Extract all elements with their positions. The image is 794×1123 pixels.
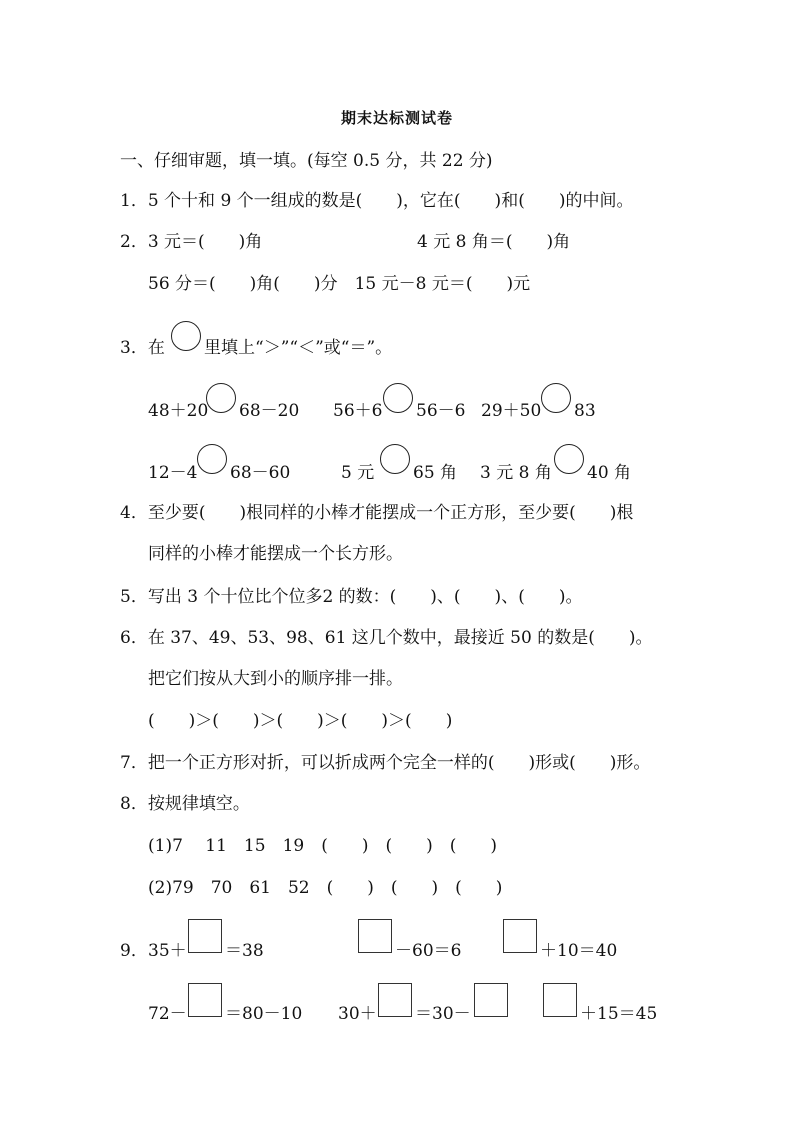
- compare-left: 3 元 8 角: [480, 463, 552, 483]
- equation-part: 35＋: [148, 941, 187, 961]
- question-2-a: 2．3 元＝( )角: [120, 232, 263, 252]
- answer-circle[interactable]: [380, 444, 410, 474]
- answer-box[interactable]: [378, 983, 412, 1017]
- equation-part: ＋15＝45: [580, 1004, 658, 1024]
- compare-right: 56－6: [416, 401, 466, 421]
- answer-box[interactable]: [358, 919, 392, 953]
- compare-left: 5 元: [341, 463, 375, 483]
- answer-box[interactable]: [188, 919, 222, 953]
- equation-part: ＝38: [225, 941, 264, 961]
- equation-part: 72－: [148, 1004, 187, 1024]
- page-title: 期末达标测试卷: [340, 109, 453, 127]
- answer-circle[interactable]: [171, 321, 201, 351]
- compare-left: 12－4: [148, 463, 198, 483]
- question-6-line-1: 6．在 37、49、53、98、61 这几个数中，最接近 50 的数是( )。: [120, 628, 653, 648]
- question-2-c: 56 分＝( )角( )分 15 元－8 元＝( )元: [148, 274, 531, 294]
- compare-left: 48＋20: [148, 401, 209, 421]
- compare-left: 29＋50: [481, 401, 542, 421]
- equation-part: ＝80－10: [225, 1004, 303, 1024]
- answer-circle[interactable]: [206, 383, 236, 413]
- compare-right: 40 角: [587, 463, 632, 483]
- compare-right: 65 角: [413, 463, 458, 483]
- question-1: 1．5 个十和 9 个一组成的数是( )，它在( )和( )的中间。: [120, 191, 634, 211]
- answer-box[interactable]: [474, 983, 508, 1017]
- equation-part: 30＋: [338, 1004, 377, 1024]
- equation-part: ＋10＝40: [540, 941, 618, 961]
- question-5: 5．写出 3 个十位比个位多2 的数：( )、( )、( )。: [120, 587, 583, 607]
- question-6-line-3: ( )＞( )＞( )＞( )＞( ): [148, 711, 453, 731]
- answer-circle[interactable]: [197, 444, 227, 474]
- answer-box[interactable]: [503, 919, 537, 953]
- question-3-pre: 3．在: [120, 338, 165, 358]
- equation-part: ＝30－: [415, 1004, 471, 1024]
- question-3-post: 里填上“＞”“＜”或“＝”。: [204, 338, 393, 358]
- answer-circle[interactable]: [383, 383, 413, 413]
- answer-circle[interactable]: [541, 383, 571, 413]
- question-8-sequence-1: (1)7 11 15 19 ( ) ( ) ( ): [148, 836, 497, 856]
- compare-left: 56＋6: [333, 401, 383, 421]
- answer-box[interactable]: [188, 983, 222, 1017]
- question-6-line-2: 把它们按从大到小的顺序排一排。: [148, 669, 403, 689]
- section-heading: 一、仔细审题，填一填。(每空 0.5 分，共 22 分): [120, 151, 493, 171]
- compare-right: 68－60: [230, 463, 291, 483]
- question-4-line-1: 4．至少要( )根同样的小棒才能摆成一个正方形，至少要( )根: [120, 503, 634, 523]
- question-7: 7．把一个正方形对折，可以折成两个完全一样的( )形或( )形。: [120, 753, 651, 773]
- compare-right: 68－20: [239, 401, 300, 421]
- equation-part: －60＝6: [395, 941, 462, 961]
- answer-box[interactable]: [543, 983, 577, 1017]
- answer-circle[interactable]: [554, 444, 584, 474]
- question-8-heading: 8．按规律填空。: [120, 794, 250, 814]
- question-8-sequence-2: (2)79 70 61 52 ( ) ( ) ( ): [148, 878, 503, 898]
- compare-right: 83: [574, 401, 596, 421]
- question-4-line-2: 同样的小棒才能摆成一个长方形。: [148, 544, 403, 564]
- question-2-b: 4 元 8 角＝( )角: [417, 232, 571, 252]
- question-9-number: 9．: [120, 941, 148, 961]
